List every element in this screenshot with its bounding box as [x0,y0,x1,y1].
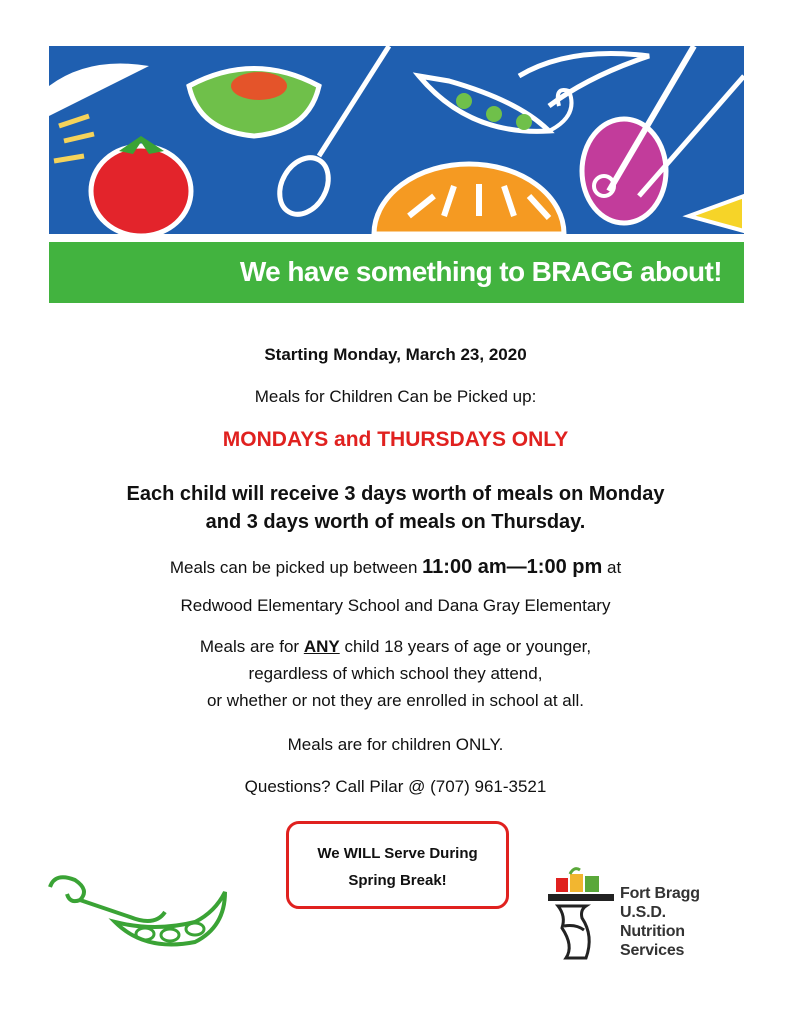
notice-line-1: We WILL Serve During [317,845,478,862]
tomato-icon [91,136,191,234]
tagline-strip [49,234,744,303]
meal-allotment [0,480,791,536]
pickup-locations: Redwood Elementary School and Dana Gray Elementary [180,596,611,615]
pickup-label: Meals for Children Can be Picked up: [254,387,537,406]
logo-line-3: Nutrition [620,923,685,940]
logo-line-2: U.S.D. [620,904,666,921]
pea-pod-decoration-icon [45,872,235,962]
pickup-time [0,556,791,579]
pickup-days: MONDAYS and THURSDAYS ONLY [222,428,569,451]
pickup-time-suffix: at [602,558,622,577]
orange-slice-icon [374,164,564,234]
eligibility-line-1 [0,633,791,660]
eligibility-line-3: or whether or not they are enrolled in school at all. [206,691,585,710]
pickup-time-range: 11:00 am—1:00 pm [422,556,603,578]
serving-hand-icon [546,866,616,962]
eligibility [0,633,791,714]
logo-text [620,884,700,960]
food-illustration [49,46,744,234]
eligibility-post: child 18 years of age or younger, [339,637,592,656]
spring-break-notice [286,821,509,909]
meal-allotment-line-1: Each child will receive 3 days worth of meals on Monday [126,483,665,505]
eligibility-pre: Meals are for [199,637,304,656]
banner-tagline: We have something to BRAGG about! [239,256,722,287]
meal-allotment-line-2: and 3 days worth of meals on Thursday. [205,511,586,533]
start-date: Starting Monday, March 23, 2020 [264,345,527,364]
logo-line-1: Fort Bragg [620,885,700,902]
children-only-note: Meals are for children ONLY. [287,735,504,754]
eligibility-line-2: regardless of which school they attend, [248,664,543,683]
avocado-icon [189,69,319,137]
eligibility-any: ANY [303,637,340,656]
logo-line-4: Services [620,942,685,959]
header-banner [49,46,744,303]
pickup-time-prefix: Meals can be picked up between [169,558,423,577]
nutrition-services-logo [546,866,746,966]
contact-line: Questions? Call Pilar @ (707) 961-3521 [244,777,547,796]
notice-line-2: Spring Break! [348,872,447,889]
